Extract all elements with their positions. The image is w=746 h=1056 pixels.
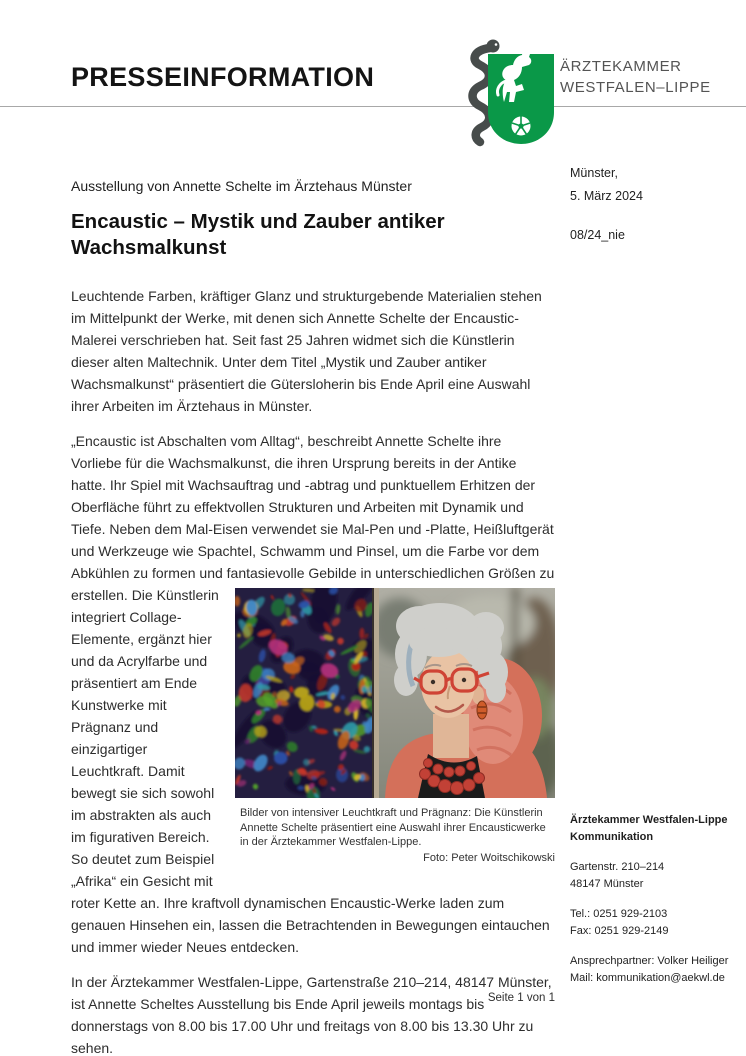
paragraph-3: In der Ärztekammer Westfalen-Lippe, Gartenstraße 210–214, 48147 Münster, ist Annette Scheltes Ausstellung bis Ende April jeweils montags bis donnerstags von 8.00 bis 17.00 Uhr und freitags von 8.00 bis 13.30 Uhr zu sehen. — [71, 974, 552, 1056]
page-number: Seite 1 von 1 — [487, 992, 555, 1004]
paragraph-2 — [71, 430, 555, 958]
article — [71, 178, 555, 1056]
encaustic-painting-graphic — [235, 588, 387, 798]
paragraph-1: Leuchtende Farben, kräftiger Glanz und strukturgebende Materialien stehen im Mittelpunkt der Werke, mit denen sich Annette Schelte der Encaustic-Malerei verschrieben hat. Seit fast 25 Jahren widmet sich die Künstlerin dieser alten Maltechnik. Unter dem Titel „Mystik und Zauber antiker Wachsmalkunst“ präsentiert die Gütersloherin bis Ende April eine Auswahl ihrer Arbeiten im Ärztehaus in Münster. — [71, 288, 542, 414]
contact-street: Gartenstr. 210–214 — [570, 861, 665, 873]
header-divider — [0, 106, 746, 107]
caption-text: Bilder von intensiver Leuchtkraft und Prägnanz: Die Künstlerin Annette Schelte präsentiert eine Auswahl ihrer Encausticwerke in der Ärztekammer Westfalen-Lippe. — [240, 807, 546, 848]
paragraph-2-rest: Gebilde in unterschiedlichen Größen zu erstellen. Die Künstlerin integriert Collage-Elemente, ergänzt hier und da Acrylfarbe und präsentiert am Ende Kunstwerke mit Prägnanz und einzigartiger Leuchtkraft. Damit bewegt sie sich sowohl im abstrakten als auch im figurativen Bereich. So deutet zum Beispiel „Afrika“ ein Gesicht mit roter Kette an. Ihre kraftvoll dynamischen Encaustic-Werke laden zum genauen Hinsehen ein, lassen die Betrachtenden in Bewegungen eintauchen und immer wieder Neues entdecken. — [71, 565, 555, 955]
westfalen-lippe-shield-icon — [488, 49, 554, 144]
article-figure — [235, 588, 555, 865]
contact-person: Ansprechpartner: Volker Heiliger — [570, 955, 729, 967]
date-label: 5. März 2024 — [570, 189, 643, 203]
contact-city: 48147 Münster — [570, 878, 644, 890]
logo-wordmark — [560, 56, 711, 98]
logo-wordmark-line2: WESTFALEN–LIPPE — [560, 79, 711, 96]
date-block — [570, 162, 643, 208]
contact-tel: Tel.: 0251 929-2103 — [570, 908, 668, 920]
contact-block — [570, 812, 746, 987]
contact-mail: Mail: kommunikation@aekwl.de — [570, 972, 725, 984]
reference-number: 08/24_nie — [570, 228, 625, 242]
article-photo — [235, 588, 555, 798]
contact-fax: Fax: 0251 929-2149 — [570, 925, 669, 937]
photo-credit: Foto: Peter Woitschikowski — [423, 851, 555, 864]
article-kicker: Ausstellung von Annette Schelte im Ärztehaus Münster — [71, 178, 412, 194]
logo-wordmark-line1: ÄRZTEKAMMER — [560, 58, 682, 75]
contact-org: Ärztekammer Westfalen-Lippe — [570, 814, 728, 826]
artist-portrait-graphic — [372, 588, 555, 798]
document-type-heading: PRESSEINFORMATION — [71, 62, 375, 92]
lippe-rose-icon — [512, 117, 531, 136]
contact-dept: Kommunikation — [570, 831, 654, 843]
paragraph-2-intro: „Encaustic ist Abschalten vom Alltag“, beschreibt Annette Schelte ihre Vorliebe für die Wachsmalkunst, die ihren Ursprung bereits in der Antike hatte. Ihr Spiel mit Wachsauftrag und -abtrag und punktuellem Erhitzen der Oberfläche führt zu effektvollen Strukturen und Arbeiten mit Dynamik und Tiefe. Neben dem Mal-Eisen verwendet sie Mal-Pen und -Platte, Heißluftgerät und Werkzeuge wie Spachtel, Schwamm und Pinsel, um die Farbe vor dem Abkühlen zu formen und fantasievolle — [71, 433, 554, 581]
place-label: Münster, — [570, 166, 618, 180]
figure-caption — [235, 806, 555, 865]
article-title: Encaustic – Mystik und Zauber antiker Wachsmalkunst — [71, 210, 445, 259]
aekwl-logo — [466, 36, 558, 148]
